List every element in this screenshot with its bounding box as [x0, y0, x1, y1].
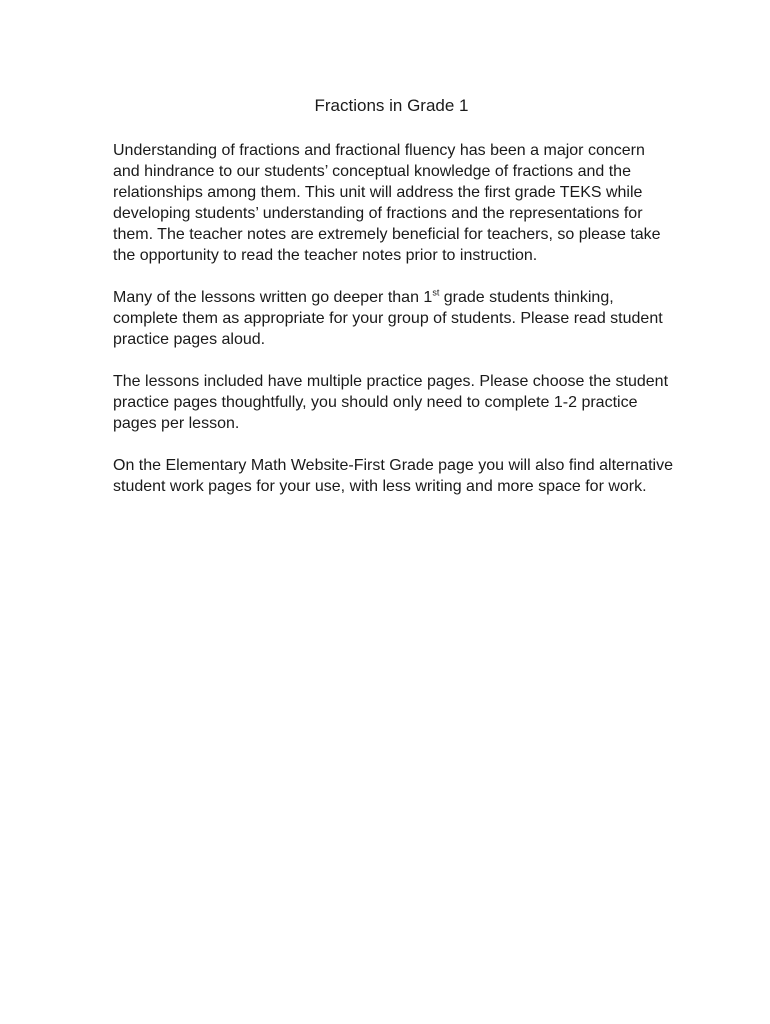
paragraph-text: Many of the lessons written go deeper than 1 [113, 289, 433, 306]
page-title: Fractions in Grade 1 [314, 96, 469, 115]
paragraph-text: grade students thinking, complete them as appropriate for your group of students. Please read student practice pages aloud. [113, 289, 663, 348]
ordinal-suffix: st [432, 287, 440, 298]
lessons-depth-paragraph [113, 287, 673, 350]
practice-pages-paragraph: The lessons included have multiple practice pages. Please choose the student practice pages thoughtfully, you should only need to complete 1-2 practice pages per lesson. [113, 373, 669, 432]
intro-paragraph: Understanding of fractions and fractional fluency has been a major concern and hindrance to our students’ conceptual knowledge of fractions and the relationships among them. This unit will address the first grade TEKS while developing students’ understanding of fractions and the representations for them. The teacher notes are extremely beneficial for teachers, so please take the opportunity to read the teacher notes prior to instruction. [113, 142, 661, 264]
website-paragraph: On the Elementary Math Website-First Grade page you will also find alternative student work pages for your use, with less writing and more space for work. [113, 457, 673, 495]
